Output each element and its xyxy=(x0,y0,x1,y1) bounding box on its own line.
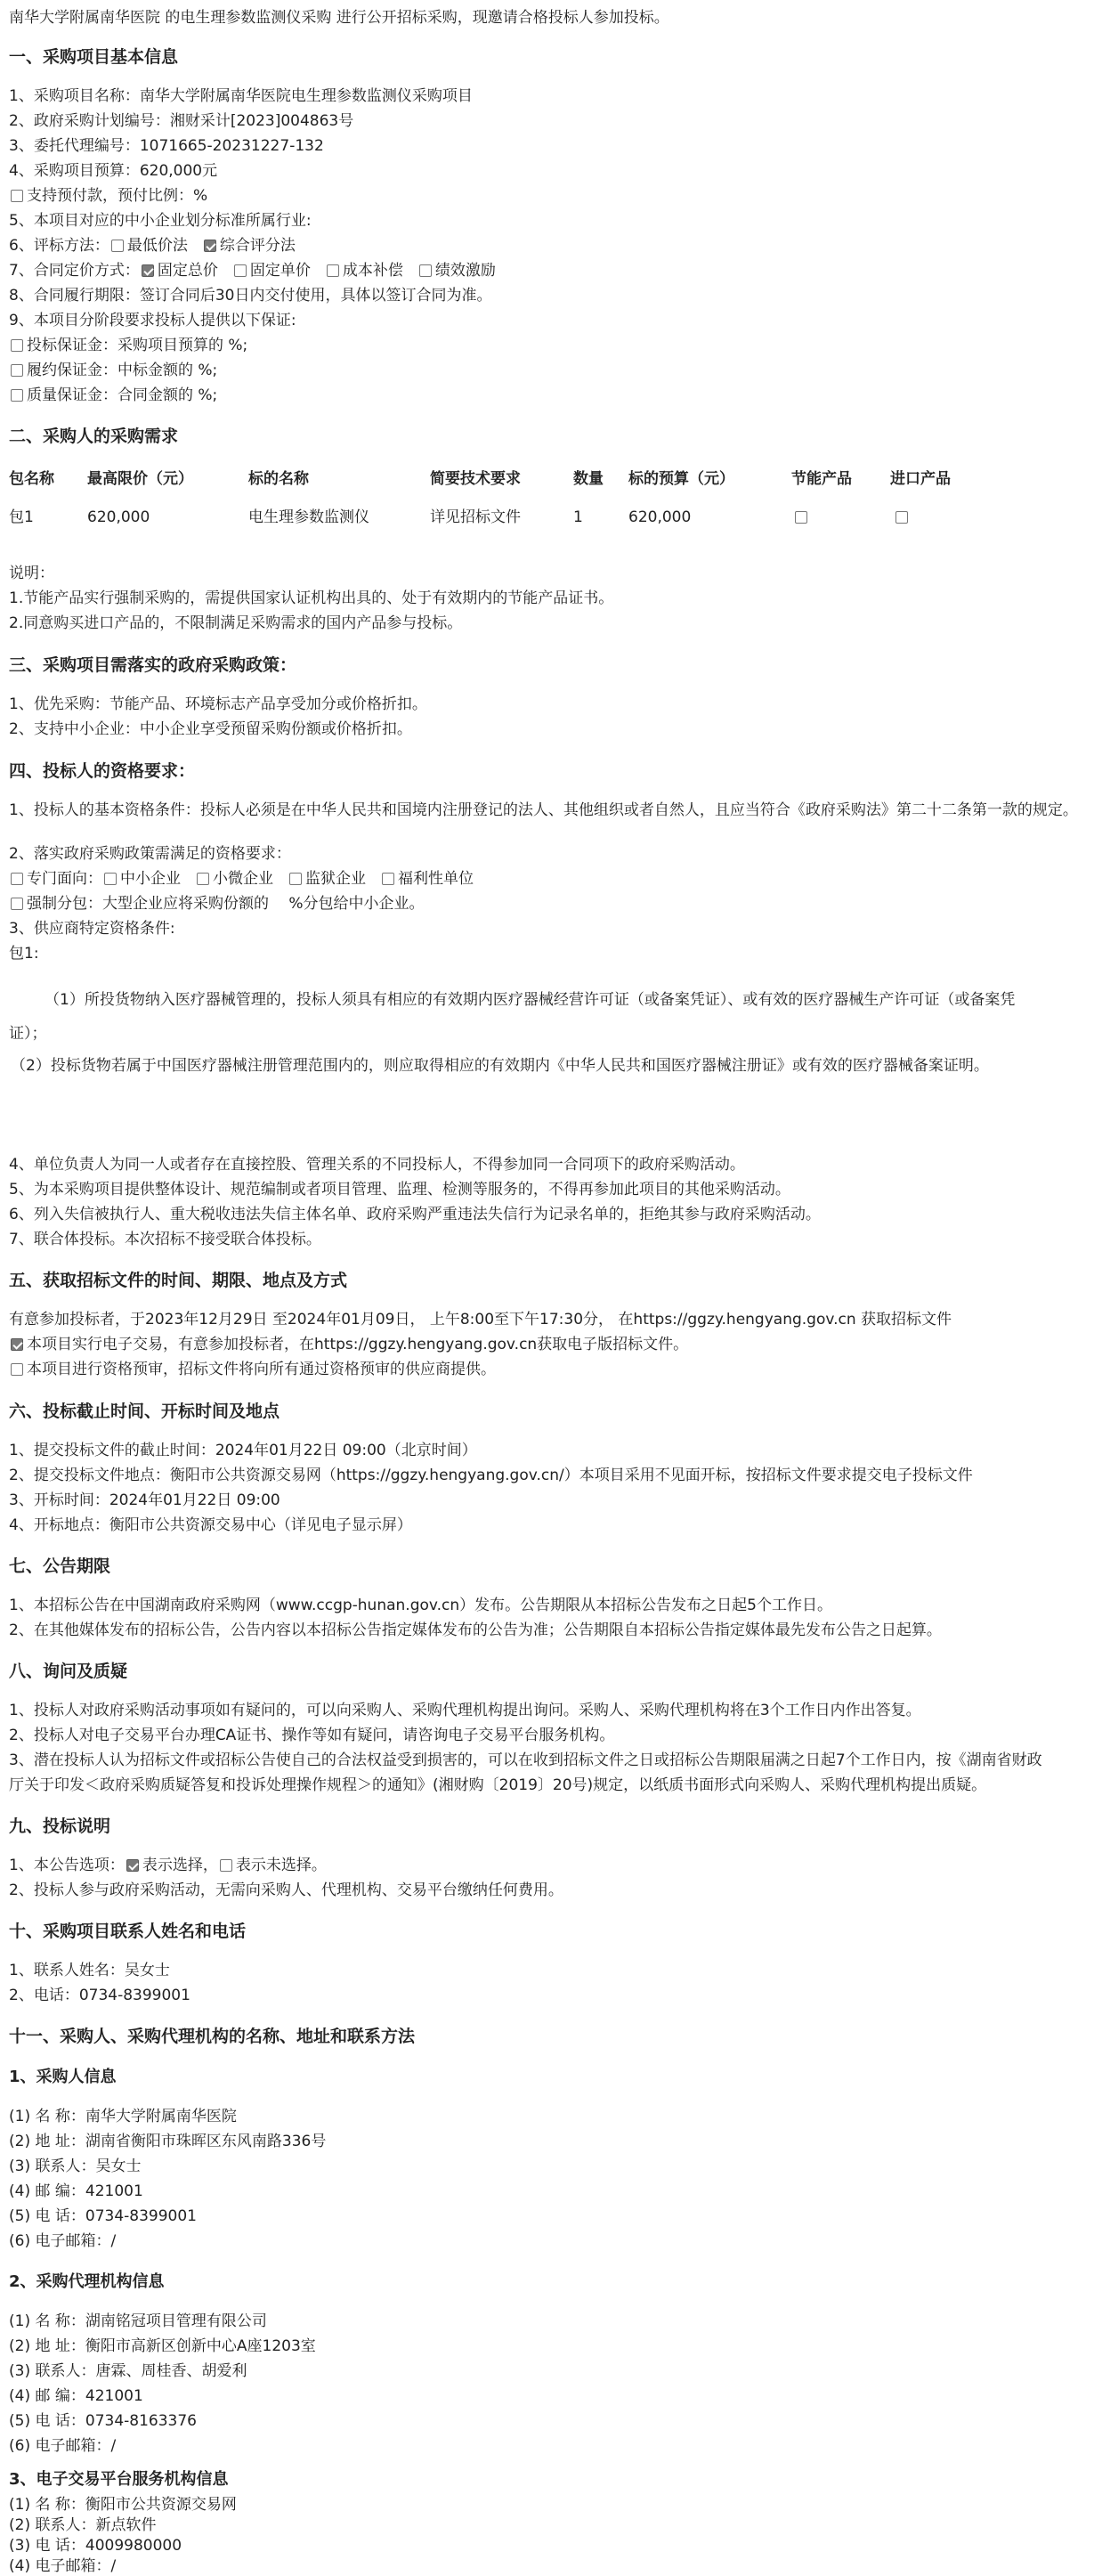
purchaser-email: (6) 电子邮箱：/ xyxy=(9,2232,117,2250)
prepay-checkbox[interactable] xyxy=(11,190,23,202)
unselected-example-checkbox xyxy=(220,1859,232,1872)
section-6-title: 六、投标截止时间、开标时间及地点 xyxy=(9,1402,280,1421)
dedicated-for xyxy=(9,869,474,889)
electronic-trading-checkbox[interactable] xyxy=(11,1338,23,1351)
evaluation-method-label: 6、评标方法： xyxy=(9,237,109,255)
purchaser-title: 1、采购人信息 xyxy=(9,2068,117,2086)
table-cell: 1 xyxy=(573,508,583,526)
comprehensive-score-label: 综合评分法 xyxy=(219,237,296,255)
sme-label: 中小企业 xyxy=(120,870,181,888)
section-3-title: 三、采购项目需落实的政府采购政策： xyxy=(9,655,297,675)
note-2: 2.同意购买进口产品的，不限制满足采购需求的国内产品参与投标。 xyxy=(9,614,463,632)
imported-product-checkbox-cell xyxy=(894,508,912,527)
prison-enterprise-checkbox[interactable] xyxy=(289,873,302,885)
inquiry-3b: 厅关于印发＜政府采购质疑答复和投诉处理操作规程＞的通知》(湘财购〔2019〕20号)规定，以纸质书面形式向采购人、采购代理机构提出质疑。 xyxy=(9,1776,987,1794)
performance-incentive-checkbox[interactable] xyxy=(419,264,432,277)
section-1-title: 一、采购项目基本信息 xyxy=(9,47,179,67)
quality-guarantee-checkbox[interactable] xyxy=(11,389,23,402)
project-name: 1、采购项目名称：南华大学附属南华医院电生理参数监测仪采购项目 xyxy=(9,87,473,105)
inquiry-2: 2、投标人对电子交易平台办理CA证书、操作等如有疑问，请咨询电子交易平台服务机构。 xyxy=(9,1727,615,1744)
prepay-option xyxy=(9,186,207,206)
acquisition-period: 有意参加投标者，于2023年12月29日 至2024年01月09日， 上午8:00至下午17:30分， 在https://ggzy.hengyang.gov.cn 获取招标文件 xyxy=(9,1311,952,1329)
section-11-title: 十一、采购人、采购代理机构的名称、地址和联系方法 xyxy=(9,2027,416,2046)
cost-compensation-checkbox[interactable] xyxy=(327,264,339,277)
performance-guarantee-label: 履约保证金：中标金额的 %; xyxy=(27,362,218,379)
section-4-title: 四、投标人的资格要求： xyxy=(9,761,196,781)
platform-name: (1) 名 称：衡阳市公共资源交易网 xyxy=(9,2496,237,2514)
platform-phone: (3) 电 话：4009980000 xyxy=(9,2537,182,2555)
plan-number: 2、政府采购计划编号：湘财采计[2023]004863号 xyxy=(9,112,354,130)
contact-phone: 2、电话：0734-8399001 xyxy=(9,1987,190,2004)
fixed-unit-label: 固定单价 xyxy=(249,262,311,280)
submission-location: 2、提交投标文件地点：衡阳市公共资源交易网（https://ggzy.hengyang.gov.cn/）本项目采用不见面开标，按招标文件要求提交电子投标文件 xyxy=(9,1467,973,1484)
agency-title: 2、采购代理机构信息 xyxy=(9,2272,165,2291)
table-header: 进口产品 xyxy=(890,470,951,488)
subcontract-checkbox[interactable] xyxy=(11,898,23,910)
bid-guarantee-checkbox[interactable] xyxy=(11,339,23,352)
section-7-title: 七、公告期限 xyxy=(9,1556,111,1576)
agency-number: 3、委托代理编号：1071665-20231227-132 xyxy=(9,137,324,155)
prequalification-checkbox[interactable] xyxy=(11,1363,23,1376)
announcement-period-1: 1、本招标公告在中国湖南政府采购网（www.ccgp-hunan.gov.cn）发布。公告期限从本招标公告发布之日起5个工作日。 xyxy=(9,1597,832,1614)
agency-phone: (5) 电 话：0734-8163376 xyxy=(9,2412,197,2430)
performance-guarantee xyxy=(9,361,217,380)
purchaser-phone: (5) 电 话：0734-8399001 xyxy=(9,2207,197,2225)
selected-example-label: 表示选择， xyxy=(142,1857,218,1874)
imported-product-checkbox[interactable] xyxy=(895,511,908,524)
welfare-unit-label: 福利性单位 xyxy=(398,870,474,888)
pricing-method xyxy=(9,261,496,280)
lowest-price-checkbox[interactable] xyxy=(111,240,124,252)
welfare-unit-checkbox[interactable] xyxy=(382,873,394,885)
inquiry-3a: 3、潜在投标人认为招标文件或招标公告使自己的合法权益受到损害的，可以在收到招标文件之日或招标公告期限届满之日起7个工作日内，按《湖南省财政 xyxy=(9,1751,1042,1769)
table-header: 标的预算（元） xyxy=(628,470,734,488)
qualification-3: 3、供应商特定资格条件: xyxy=(9,920,175,938)
mandatory-subcontract xyxy=(9,894,425,914)
qualification-5: 5、为本采购项目提供整体设计、规范编制或者项目管理、监理、检测等服务的，不得再参加此项目的其他采购活动。 xyxy=(9,1181,790,1199)
table-cell: 620,000 xyxy=(628,508,692,526)
fixed-unit-checkbox[interactable] xyxy=(234,264,247,277)
prequalification xyxy=(9,1360,496,1379)
quality-guarantee-label: 质量保证金：合同金额的 %; xyxy=(27,386,218,404)
platform-title: 3、电子交易平台服务机构信息 xyxy=(9,2470,229,2489)
comprehensive-score-checkbox[interactable] xyxy=(204,240,216,252)
agency-address: (2) 地 址：衡阳市高新区创新中心A座1203室 xyxy=(9,2337,316,2355)
micro-enterprise-label: 小微企业 xyxy=(213,870,273,888)
prison-enterprise-label: 监狱企业 xyxy=(305,870,366,888)
submission-deadline: 1、提交投标文件的截止时间：2024年01月22日 09:00（北京时间） xyxy=(9,1442,477,1459)
table-header: 包名称 xyxy=(9,470,54,488)
requirement-2: （2）投标货物若属于中国医疗器械注册管理范围内的，则应取得相应的有效期内《中华人民共和国医疗器械注册证》或有效的医疗器械备案证明。 xyxy=(11,1057,989,1075)
prepay-label: 支持预付款，预付比例：% xyxy=(27,187,208,205)
policy-1: 1、优先采购：节能产品、环境标志产品享受加分或价格折扣。 xyxy=(9,695,427,713)
bid-guarantee xyxy=(9,336,247,355)
table-header: 标的名称 xyxy=(248,470,309,488)
agency-name: (1) 名 称：湖南铭冠项目管理有限公司 xyxy=(9,2312,267,2330)
contact-name: 1、联系人姓名：吴女士 xyxy=(9,1962,170,1979)
pricing-method-label: 7、合同定价方式： xyxy=(9,262,140,280)
industry-line: 5、本项目对应的中小企业划分标准所属行业: xyxy=(9,212,312,230)
platform-contact: (2) 联系人：新点软件 xyxy=(9,2516,157,2534)
performance-incentive-label: 绩效激励 xyxy=(434,262,496,280)
fixed-total-label: 固定总价 xyxy=(157,262,218,280)
agency-email: (6) 电子邮箱：/ xyxy=(9,2437,117,2455)
micro-enterprise-checkbox[interactable] xyxy=(197,873,209,885)
agency-contact: (3) 联系人：唐霖、周桂香、胡爱利 xyxy=(9,2362,247,2380)
budget: 4、采购项目预算：620,000元 xyxy=(9,162,218,180)
dedicated-checkbox[interactable] xyxy=(11,873,23,885)
qualification-4: 4、单位负责人为同一人或者存在直接控股、管理关系的不同投标人，不得参加同一合同项下的政府采购活动。 xyxy=(9,1156,745,1174)
unselected-example-label: 表示未选择。 xyxy=(235,1857,327,1874)
table-cell: 电生理参数监测仪 xyxy=(248,508,369,526)
agency-zip: (4) 邮 编：421001 xyxy=(9,2387,143,2405)
opening-time: 3、开标时间：2024年01月22日 09:00 xyxy=(9,1491,280,1509)
dedicated-label: 专门面向： xyxy=(27,870,102,888)
purchaser-address: (2) 地 址：湖南省衡阳市珠晖区东风南路336号 xyxy=(9,2133,327,2150)
note-1: 1.节能产品实行强制采购的，需提供国家认证机构出具的、处于有效期内的节能产品证书。 xyxy=(9,589,614,607)
evaluation-method xyxy=(9,236,296,256)
table-header: 节能产品 xyxy=(791,470,852,488)
quality-guarantee xyxy=(9,386,217,405)
purchaser-name: (1) 名 称：南华大学附属南华医院 xyxy=(9,2108,237,2125)
cost-compensation-label: 成本补偿 xyxy=(342,262,403,280)
opening-location: 4、开标地点：衡阳市公共资源交易中心（详见电子显示屏） xyxy=(9,1516,412,1534)
section-9-title: 九、投标说明 xyxy=(9,1816,111,1836)
requirement-1b: 证）； xyxy=(9,1025,47,1043)
energy-saving-checkbox[interactable] xyxy=(795,511,807,524)
intro-text: 南华大学附属南华医院 的电生理参数监测仪采购 进行公开招标采购，现邀请合格投标人参加投标。 xyxy=(9,9,669,27)
table-header: 数量 xyxy=(573,470,604,488)
contract-period: 8、合同履行期限：签订合同后30日内交付使用，具体以签订合同为准。 xyxy=(9,287,492,305)
section-8-title: 八、询问及质疑 xyxy=(9,1662,128,1681)
announcement-period-2: 2、在其他媒体发布的招标公告，公告内容以本招标公告指定媒体发布的公告为准；公告期限自本招标公告指定媒体最先发布公告之日起算。 xyxy=(9,1621,942,1639)
energy-saving-checkbox-cell xyxy=(793,508,811,527)
table-header: 简要技术要求 xyxy=(430,470,521,488)
option-legend-label: 1、本公告选项： xyxy=(9,1857,125,1874)
performance-guarantee-checkbox[interactable] xyxy=(11,364,23,377)
option-legend xyxy=(9,1856,327,1875)
qualification-2: 2、落实政府采购政策需满足的资格要求： xyxy=(9,845,291,863)
section-2-title: 二、采购人的采购需求 xyxy=(9,427,179,446)
table-cell: 包1 xyxy=(9,508,34,526)
table-cell: 620,000 xyxy=(87,508,150,526)
bid-guarantee-label: 投标保证金：采购项目预算的 %; xyxy=(27,337,248,354)
section-5-title: 五、获取招标文件的时间、期限、地点及方式 xyxy=(9,1271,348,1290)
selected-example-checkbox xyxy=(126,1859,139,1872)
no-fee-notice: 2、投标人参与政府采购活动，无需向采购人、代理机构、交易平台缴纳任何费用。 xyxy=(9,1881,563,1899)
purchaser-zip: (4) 邮 编：421001 xyxy=(9,2182,143,2200)
inquiry-1: 1、投标人对政府采购活动事项如有疑问的，可以向采购人、采购代理机构提出询问。采购人、采购代理机构将在3个工作日内作出答复。 xyxy=(9,1702,921,1719)
electronic-trading-label: 本项目实行电子交易，有意参加投标者，在https://ggzy.hengyang.gov.cn获取电子版招标文件。 xyxy=(27,1336,689,1353)
prequalification-label: 本项目进行资格预审，招标文件将向所有通过资格预审的供应商提供。 xyxy=(27,1361,496,1378)
package-label: 包1: xyxy=(9,945,39,963)
section-10-title: 十、采购项目联系人姓名和电话 xyxy=(9,1922,247,1941)
table-cell: 详见招标文件 xyxy=(430,508,521,526)
lowest-price-label: 最低价法 xyxy=(126,237,188,255)
note-title: 说明： xyxy=(9,565,54,582)
electronic-trading xyxy=(9,1335,688,1354)
platform-email: (4) 电子邮箱：/ xyxy=(9,2557,117,2575)
qualification-1: 1、投标人的基本资格条件：投标人必须是在中华人民共和国境内注册登记的法人、其他组织或者自然人，且应当符合《政府采购法》第二十二条第一款的规定。 xyxy=(9,801,1078,819)
qualification-7: 7、联合体投标。本次招标不接受联合体投标。 xyxy=(9,1231,321,1248)
qualification-6: 6、列入失信被执行人、重大税收违法失信主体名单、政府采购严重违法失信行为记录名单的，拒绝其参与政府采购活动。 xyxy=(9,1206,821,1223)
requirement-1a: （1）所投货物纳入医疗器械管理的，投标人须具有相应的有效期内医疗器械经营许可证（或备案凭证）、或有效的医疗器械生产许可证（或备案凭 xyxy=(45,991,1016,1009)
sme-checkbox[interactable] xyxy=(104,873,117,885)
policy-2: 2、支持中小企业：中小企业享受预留采购份额或价格折扣。 xyxy=(9,720,412,738)
subcontract-label: 强制分包：大型企业应将采购份额的 %分包给中小企业。 xyxy=(27,895,425,913)
guarantee-intro: 9、本项目分阶段要求投标人提供以下保证: xyxy=(9,312,296,329)
table-header: 最高限价（元） xyxy=(87,470,193,488)
fixed-total-checkbox[interactable] xyxy=(142,264,154,277)
purchaser-contact: (3) 联系人：吴女士 xyxy=(9,2158,142,2175)
